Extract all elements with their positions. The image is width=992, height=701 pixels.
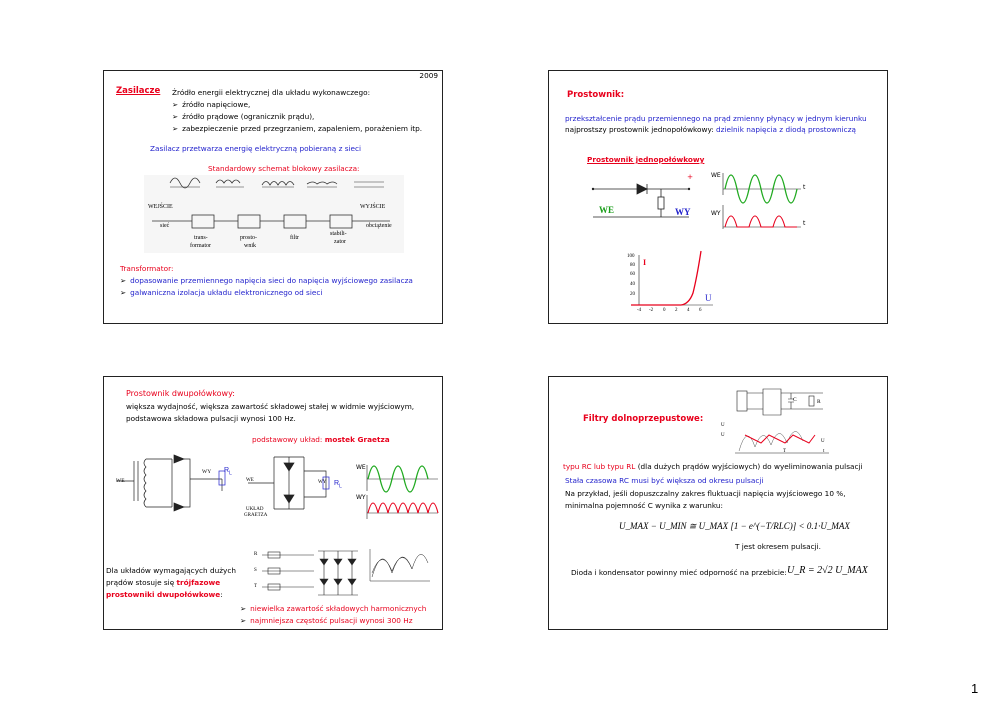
time-constant-line: Stała czasowa RC musi być większa od okresu pulsacji <box>565 476 764 485</box>
half-wave-subtitle: Prostownik jednopołówkowy <box>587 155 705 164</box>
page-number: 1 <box>971 681 979 696</box>
three-phase-bullet: ➢ niewielka zawartość składowych harmonicznych <box>240 605 426 613</box>
phase-label-s: S <box>254 568 257 573</box>
we-wave-label: WE <box>356 464 366 471</box>
year-label: 2009 <box>419 71 438 80</box>
rl-subscript: L <box>339 483 342 490</box>
y-tick: 100 <box>627 254 635 259</box>
we-wave-label: WE <box>711 172 721 179</box>
scheme-title: Standardowy schemat blokowy zasilacza: <box>208 164 360 173</box>
capacitance-formula: U_MAX − U_MIN ≅ U_MAX [1 − e^(−T/RLC)] < 0.1·U_MAX <box>619 521 850 531</box>
usr-label: U <box>821 439 825 444</box>
capacitor-label: C <box>793 397 797 403</box>
breakdown-text: Dioda i kondensator powinny mieć odporność na przebicie: <box>571 568 787 577</box>
graetz-subtitle <box>252 436 390 444</box>
filter-type-rest: (dla dużych prądów wyjściowych) do wyeliminowania pulsacji <box>637 462 863 471</box>
diagram-label-stabilizator-2: zator <box>334 239 346 245</box>
graetz-subtitle-prefix: podstawowy układ: <box>252 435 325 444</box>
x-tick: 4 <box>687 308 690 313</box>
definition-text: przekształcenie prądu przemiennego na prąd zmienny płynący w jednym kierunku <box>565 114 867 123</box>
waveform-plots <box>721 171 805 231</box>
three-phase-highlight: trójfazowe <box>176 578 221 587</box>
y-tick: 80 <box>630 263 635 268</box>
three-phase-waveform <box>368 547 432 587</box>
y-tick: 20 <box>630 292 635 297</box>
three-phase-text-2 <box>106 579 220 587</box>
example-line: Na przykład, jeśli dopuszczalny zakres fluktuacji napięcia wyjściowego 10 %, <box>565 489 846 498</box>
wy-label: WY <box>675 207 691 217</box>
intro-text: Źródło energii elektrycznej dla układu wykonawczego: <box>172 88 371 97</box>
list-item: ➢ zabezpieczenie przed przegrzaniem, zapaleniem, porażeniem itp. <box>172 125 422 133</box>
diagram-label-stabilizator-1: stabili- <box>330 231 347 237</box>
period-label: T <box>783 449 787 454</box>
slide-title: Prostownik: <box>567 90 625 100</box>
time-axis-label-bottom: t <box>803 220 806 227</box>
slide-title: Prostownik dwupołówkowy: <box>126 389 235 398</box>
time-label: t <box>823 449 825 454</box>
diagram-label-wyjscie: WYJŚCIE <box>360 204 386 210</box>
plus-sign: + <box>687 172 694 181</box>
three-phase-text-3 <box>106 591 223 599</box>
three-phase-rectifiers: prostowniki dwupołówkowe <box>106 590 221 599</box>
diagram-label-prostownik-1: prosto- <box>240 235 257 241</box>
center-tap-rl-label <box>224 467 232 476</box>
x-tick: -2 <box>649 308 654 313</box>
slide-zasilacze <box>103 70 443 324</box>
transformer-item: ➢ dopasowanie przemiennego napięcia sieci do napięcia wyjściowego zasilacza <box>120 277 413 285</box>
umin-label: U <box>721 433 725 438</box>
x-tick: 6 <box>699 308 702 313</box>
y-tick: 60 <box>630 272 635 277</box>
diagram-label-wejscie: WEJŚCIE <box>148 204 173 210</box>
three-phase-text-1: Dla układów wymagających dużych <box>106 566 237 575</box>
uklad-label: UKŁAD <box>246 507 264 512</box>
wy-wave-label: WY <box>711 210 721 217</box>
phase-label-t: T <box>254 584 258 589</box>
slide-title: Filtry dolnoprzepustowe: <box>583 414 704 424</box>
diagram-label-filtr: filtr <box>290 235 299 241</box>
bridge-wy-label: WY <box>318 480 327 485</box>
body-line: większa wydajność, większa zawartość składowej stałej w widmie wyjściowym, <box>126 402 415 411</box>
simplest-rectifier-label: najprostszy prostownik jednopołówkowy: <box>565 125 717 134</box>
list-item: ➢ źródło prądowe (ogranicznik prądu), <box>172 113 314 121</box>
diagram-label-transformator-2: formator <box>190 243 211 249</box>
diagram-label-prostownik-2: wnik <box>244 243 256 249</box>
block-diagram <box>144 175 404 253</box>
three-phase-bullet: ➢ najmniejsza częstość pulsacji wynosi 300 Hz <box>240 617 413 625</box>
graetz-subtitle-name: mostek Graetza <box>324 435 390 444</box>
rl-symbol: R <box>334 480 340 487</box>
x-tick: 0 <box>663 308 666 313</box>
period-note: T jest okresem pulsacji. <box>735 542 821 551</box>
center-tap-we-label: WE <box>116 478 125 484</box>
diagram-label-obciazenie: obciążenie <box>366 223 392 229</box>
filter-type-highlight: typu RC lub typu RL <box>563 462 638 471</box>
umax-label: U <box>721 423 725 428</box>
body-line: podstawowa składowa pulsacji wynosi 100 Hz. <box>126 414 296 423</box>
voltage-axis-label: U <box>705 293 712 303</box>
three-phase-colon: : <box>220 590 223 599</box>
slide-prostownik-dwupolowkowy <box>103 376 443 630</box>
diagram-label-transformator-1: trans- <box>194 235 208 241</box>
wy-wave-label: WY <box>356 494 366 501</box>
breakdown-line <box>571 569 787 577</box>
load-label: R <box>817 399 821 405</box>
slide-prostownik <box>548 70 888 324</box>
rl-symbol: R <box>224 467 230 474</box>
slide-title: Zasilacze <box>116 86 161 96</box>
graetza-label: GRAETZA <box>244 513 268 518</box>
simplest-rectifier-text <box>565 126 856 134</box>
three-phase-prefix: prądów stosuje się <box>106 578 177 587</box>
transformer-title: Transformator: <box>120 264 174 273</box>
y-tick: 40 <box>630 282 635 287</box>
current-axis-label: I <box>643 258 647 267</box>
time-axis-label-top: t <box>803 184 806 191</box>
bridge-rl-label <box>334 480 342 489</box>
full-wave-plots <box>366 463 440 521</box>
filter-type-line <box>563 463 863 471</box>
voltage-divider-text: dzielnik napięcia z diodą prostowniczą <box>716 125 857 134</box>
list-item: ➢ źródło napięciowe, <box>172 101 250 109</box>
three-phase-circuit <box>254 547 366 599</box>
transformer-item: ➢ galwaniczna izolacja układu elektronicznego od sieci <box>120 289 322 297</box>
diagram-label-siec: sieć <box>160 223 170 229</box>
x-tick: 2 <box>675 308 678 313</box>
x-tick: -4 <box>637 308 642 313</box>
center-tap-circuit <box>112 451 242 515</box>
center-tap-wy-label: WY <box>202 469 212 475</box>
we-label: WE <box>599 205 615 215</box>
breakdown-formula: U_R = 2√2 U_MAX <box>787 565 868 576</box>
bridge-we-label: WE <box>246 478 254 483</box>
slide-filtry <box>548 376 888 630</box>
description-text: Zasilacz przetwarza energię elektryczną pobieraną z sieci <box>150 144 362 153</box>
phase-label-r: R <box>254 552 258 557</box>
rl-subscript: L <box>229 470 232 477</box>
condition-line: minimalna pojemność C wynika z warunku: <box>565 501 723 510</box>
